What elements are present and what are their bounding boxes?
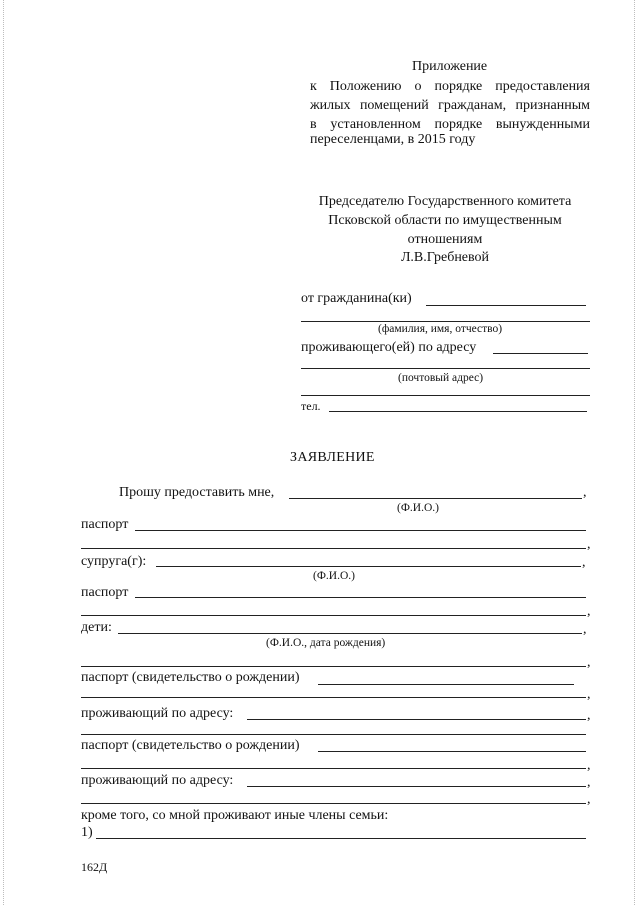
request-label: Прошу предоставить мне, bbox=[119, 485, 275, 500]
child-address-field-2[interactable] bbox=[247, 786, 586, 787]
comma: , bbox=[583, 485, 587, 500]
spouse-label: супруга(г): bbox=[81, 554, 147, 569]
addressee-line-4: Л.В.Гребневой bbox=[400, 250, 490, 265]
children-field-2[interactable] bbox=[81, 666, 586, 667]
comma: , bbox=[582, 555, 586, 570]
residing-label: проживающего(ей) по адресу bbox=[301, 340, 477, 355]
name-caption: (фамилия, имя, отчество) bbox=[378, 323, 503, 335]
comma: , bbox=[587, 708, 591, 723]
appendix-title: Приложение bbox=[412, 59, 488, 74]
document-title: ЗАЯВЛЕНИЕ bbox=[290, 450, 375, 465]
children-caption: (Ф.И.О., дата рождения) bbox=[266, 637, 386, 649]
citizen-label: от гражданина(ки) bbox=[301, 291, 412, 306]
comma: , bbox=[587, 758, 591, 773]
child-document-field-1b[interactable] bbox=[81, 697, 586, 698]
children-label: дети: bbox=[81, 620, 112, 635]
applicant-fio-field[interactable] bbox=[289, 498, 582, 499]
residing-address-field-2[interactable] bbox=[301, 368, 590, 369]
children-field[interactable] bbox=[118, 633, 582, 634]
child-address-field-1b[interactable] bbox=[81, 734, 586, 735]
child-document-field-1[interactable] bbox=[318, 684, 574, 685]
comma: , bbox=[583, 622, 587, 637]
applicant-passport-field-2[interactable] bbox=[81, 548, 586, 549]
footer-code: 162Д bbox=[81, 860, 108, 874]
citizen-name-field-2[interactable] bbox=[301, 321, 590, 322]
other-members-label: кроме того, со мной проживают иные члены семьи: bbox=[81, 808, 389, 823]
appendix-line-2: жилых помещений гражданам, признанным bbox=[310, 98, 590, 113]
addressee-line-3: отношениям bbox=[407, 232, 483, 247]
citizen-name-field[interactable] bbox=[426, 305, 586, 306]
addressee-line-2: Псковской области по имущественным bbox=[328, 213, 562, 228]
comma: , bbox=[587, 687, 591, 702]
address-caption: (почтовый адрес) bbox=[398, 372, 484, 384]
appendix-line-3: в установленном порядке вынужденными bbox=[310, 117, 590, 132]
scan-right-edge bbox=[634, 0, 635, 905]
appendix-line-4: переселенцами, в 2015 году bbox=[310, 132, 476, 147]
address-field-3[interactable] bbox=[301, 395, 590, 396]
residing-address-field[interactable] bbox=[493, 353, 588, 354]
fio-caption-1: (Ф.И.О.) bbox=[397, 502, 439, 514]
residing-label-2: проживающий по адресу: bbox=[81, 773, 234, 788]
comma: , bbox=[587, 775, 591, 790]
comma: , bbox=[587, 792, 591, 807]
spouse-passport-field-2[interactable] bbox=[81, 615, 586, 616]
item-1-label: 1) bbox=[81, 825, 93, 840]
comma: , bbox=[587, 604, 591, 619]
phone-field[interactable] bbox=[329, 411, 587, 412]
fio-caption-2: (Ф.И.О.) bbox=[313, 570, 355, 582]
comma: , bbox=[587, 537, 591, 552]
addressee-line-1: Председателю Государственного комитета bbox=[318, 194, 572, 209]
scan-left-edge bbox=[3, 0, 4, 905]
child-document-field-2[interactable] bbox=[318, 751, 586, 752]
passport-cert-label-2: паспорт (свидетельство о рождении) bbox=[81, 738, 300, 753]
child-document-field-2b[interactable] bbox=[81, 768, 586, 769]
residing-label-1: проживающий по адресу: bbox=[81, 706, 234, 721]
spouse-passport-field[interactable] bbox=[135, 597, 586, 598]
passport-label-2: паспорт bbox=[81, 585, 129, 600]
applicant-passport-field[interactable] bbox=[135, 530, 586, 531]
child-address-field-1[interactable] bbox=[247, 719, 586, 720]
appendix-line-1: к Положению о порядке предоставления bbox=[310, 79, 590, 94]
other-member-1-field[interactable] bbox=[96, 838, 586, 839]
child-address-field-2b[interactable] bbox=[81, 803, 586, 804]
passport-cert-label-1: паспорт (свидетельство о рождении) bbox=[81, 670, 300, 685]
passport-label-1: паспорт bbox=[81, 517, 129, 532]
spouse-fio-field[interactable] bbox=[156, 566, 581, 567]
comma: , bbox=[587, 655, 591, 670]
phone-label: тел. bbox=[301, 399, 321, 413]
